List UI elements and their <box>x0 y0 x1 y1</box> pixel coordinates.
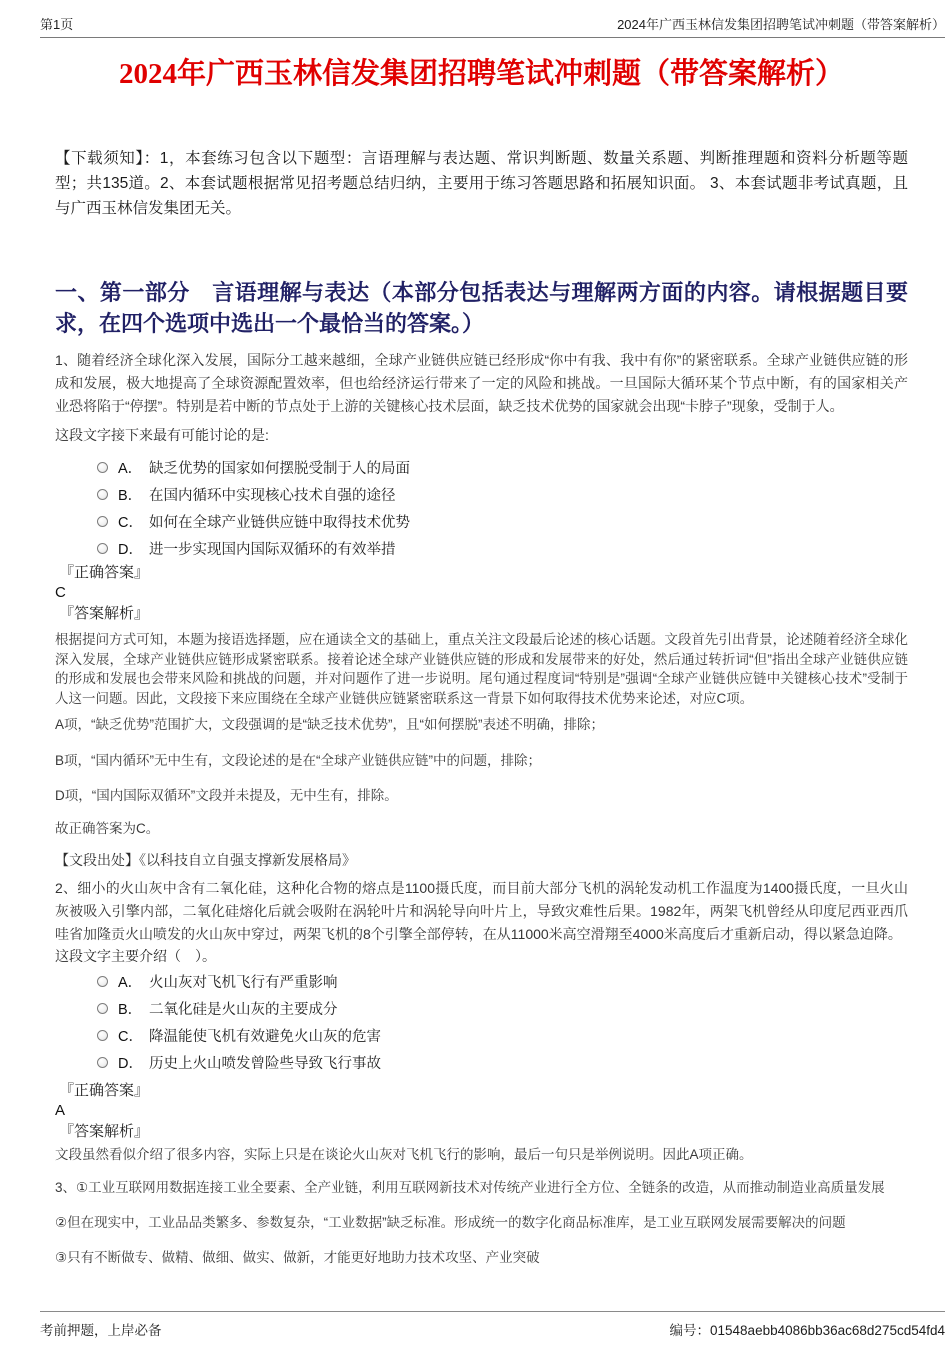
footer-serial-number: 编号：01548aebb4086bb36ac68d275cd54fd4 <box>669 1323 945 1338</box>
option-row <box>55 968 908 995</box>
option-letter: A． <box>118 975 143 991</box>
option-row <box>55 508 908 535</box>
option-row <box>55 535 908 562</box>
header-doc-title: 2024年广西玉林信发集团招聘笔试冲刺题（带答案解析） <box>617 17 945 32</box>
question-1-note-a: A项，“缺乏优势”范围扩大，文段强调的是“缺乏技术优势”，且“如何摆脱”表述不明确，排除； <box>55 717 604 732</box>
option-letter: B． <box>118 488 143 504</box>
question-1-source: 【文段出处】《以科技自立自强支撑新发展格局》 <box>55 852 356 868</box>
question-1-note-b: B项，“国内循环”无中生有，文段论述的是在“全球产业链供应链”中的问题，排除； <box>55 753 541 768</box>
running-header <box>40 0 945 38</box>
analysis-label: 『答案解析』 <box>59 1123 150 1140</box>
question-2-stem: 2、细小的火山灰中含有二氧化硅，这种化合物的熔点是1100摄氏度，而目前大部分飞机的涡轮发动机工作温度为1400摄氏度，一旦火山灰被吸入引擎内部，二氧化硅熔化后就会吸附在涡轮叶片和涡轮导向叶片上，导致灾难性后果。1982年，两架飞机曾经从印度尼西亚西爪哇省加隆贡火山喷发的火山灰中穿过，两架飞机的8个引擎全部停转，在从11000米高空滑翔至4000米高度后才重新启动，得以紧急迫降。 <box>55 880 908 942</box>
option-text: 进一步实现国内国际双循环的有效举措 <box>149 542 396 558</box>
option-text: 如何在全球产业链供应链中取得技术优势 <box>149 515 410 531</box>
option-letter: D． <box>118 542 143 558</box>
option-row <box>55 454 908 481</box>
correct-answer-label: 『正确答案』 <box>59 564 150 581</box>
option-row <box>55 481 908 508</box>
question-2-analysis: 文段虽然看似介绍了很多内容，实际上只是在谈论火山灰对飞机飞行的影响，最后一句只是举例说明。因此A项正确。 <box>55 1147 753 1162</box>
correct-answer-value: A <box>55 1102 66 1119</box>
analysis-label: 『答案解析』 <box>59 605 150 622</box>
question-1-note-d: D项，“国内国际双循环”文段并未提及，无中生有，排除。 <box>55 788 398 803</box>
option-text: 火山灰对飞机飞行有严重影响 <box>149 975 338 991</box>
option-row <box>55 1049 908 1076</box>
option-letter: A． <box>118 461 143 477</box>
correct-answer-label: 『正确答案』 <box>59 1082 150 1099</box>
option-letter: B． <box>118 1002 143 1018</box>
option-row <box>55 1022 908 1049</box>
question-1-stem: 1、随着经济全球化深入发展，国际分工越来越细，全球产业链供应链已经形成“你中有我、我中有你”的紧密联系。全球产业链供应链的形成和发展，极大地提高了全球资源配置效率，但也给经济运行带来了一定的风险和挑战。一旦国际大循环某个节点中断，有的国家相关产业恐将陷于“停摆”。特别是若中断的节点处于上游的关键核心技术层面，缺乏技术优势的国家就会出现“卡脖子”现象，受制于人。 <box>55 352 908 414</box>
question-2-options <box>55 968 908 1076</box>
download-notice: 【下载须知】：1，本套练习包含以下题型：言语理解与表达题、常识判断题、数量关系题、判断推理题和资料分析题等题型；共135道。2、本套试题根据常见招考题总结归纳，主要用于练习答题思路和拓展知识面。 3、本套试题非考试真题，且与广西玉林信发集团无关。 <box>55 150 908 217</box>
question-1-conclusion: 故正确答案为C。 <box>55 821 160 836</box>
radio-button-icon[interactable] <box>97 489 108 500</box>
section-heading: 一、第一部分 言语理解与表达（本部分包括表达与理解两方面的内容。请根据题目要求，在四个选项中选出一个最恰当的答案。） <box>55 280 908 336</box>
question-2-prompt: 这段文字主要介绍（ ）。 <box>55 948 216 964</box>
question-3-line-1: 3、①工业互联网用数据连接工业全要素、全产业链，利用互联网新技术对传统产业进行全方位、全链条的改造，从而推动制造业高质量发展 <box>55 1180 885 1195</box>
page-content <box>0 53 950 1268</box>
radio-button-icon[interactable] <box>97 1030 108 1041</box>
option-letter: C． <box>118 515 143 531</box>
option-text: 二氧化硅是火山灰的主要成分 <box>149 1002 338 1018</box>
question-1-prompt: 这段文字接下来最有可能讨论的是: <box>55 427 269 443</box>
option-letter: D． <box>118 1056 143 1072</box>
radio-button-icon[interactable] <box>97 543 108 554</box>
radio-button-icon[interactable] <box>97 1003 108 1014</box>
radio-button-icon[interactable] <box>97 1057 108 1068</box>
option-text: 缺乏优势的国家如何摆脱受制于人的局面 <box>149 461 410 477</box>
radio-button-icon[interactable] <box>97 516 108 527</box>
option-letter: C． <box>118 1029 143 1045</box>
footer-slogan: 考前押题，上岸必备 <box>40 1323 162 1338</box>
question-3-line-2: ②但在现实中，工业品品类繁多、参数复杂，“工业数据”缺乏标准。形成统一的数字化商品标准库，是工业互联网发展需要解决的问题 <box>55 1215 846 1230</box>
header-page-number: 第1页 <box>40 17 74 32</box>
option-text: 降温能使飞机有效避免火山灰的危害 <box>149 1029 381 1045</box>
correct-answer-value: C <box>55 584 66 601</box>
question-1-analysis: 根据提问方式可知，本题为接语选择题，应在通读全文的基础上，重点关注文段最后论述的核心话题。文段首先引出背景，论述随着经济全球化深入发展，全球产业链供应链形成紧密联系。接着论述全球产业链供应链的形成和发展带来的好处，然后通过转折词“但”指出全球产业链供应链的形成和发展也会带来风险和挑战的问题，并对问题作了进一步说明。尾句通过程度词“特别是”强调“全球产业链供应链中关键核心技术”受制于人这一问题。因此，文段接下来应围绕在全球产业链供应链紧密联系这一背景下如何取得技术优势来论述，对应C项。 <box>55 632 908 706</box>
question-3-line-3: ③只有不断做专、做精、做细、做实、做新，才能更好地助力技术攻坚、产业突破 <box>55 1250 540 1265</box>
option-text: 历史上火山喷发曾险些导致飞行事故 <box>149 1056 381 1072</box>
option-row <box>55 995 908 1022</box>
page-title: 2024年广西玉林信发集团招聘笔试冲刺题（带答案解析） <box>118 58 844 90</box>
radio-button-icon[interactable] <box>97 976 108 987</box>
running-footer <box>40 1311 945 1339</box>
question-1-options <box>55 454 908 562</box>
radio-button-icon[interactable] <box>97 462 108 473</box>
option-text: 在国内循环中实现核心技术自强的途径 <box>149 488 396 504</box>
